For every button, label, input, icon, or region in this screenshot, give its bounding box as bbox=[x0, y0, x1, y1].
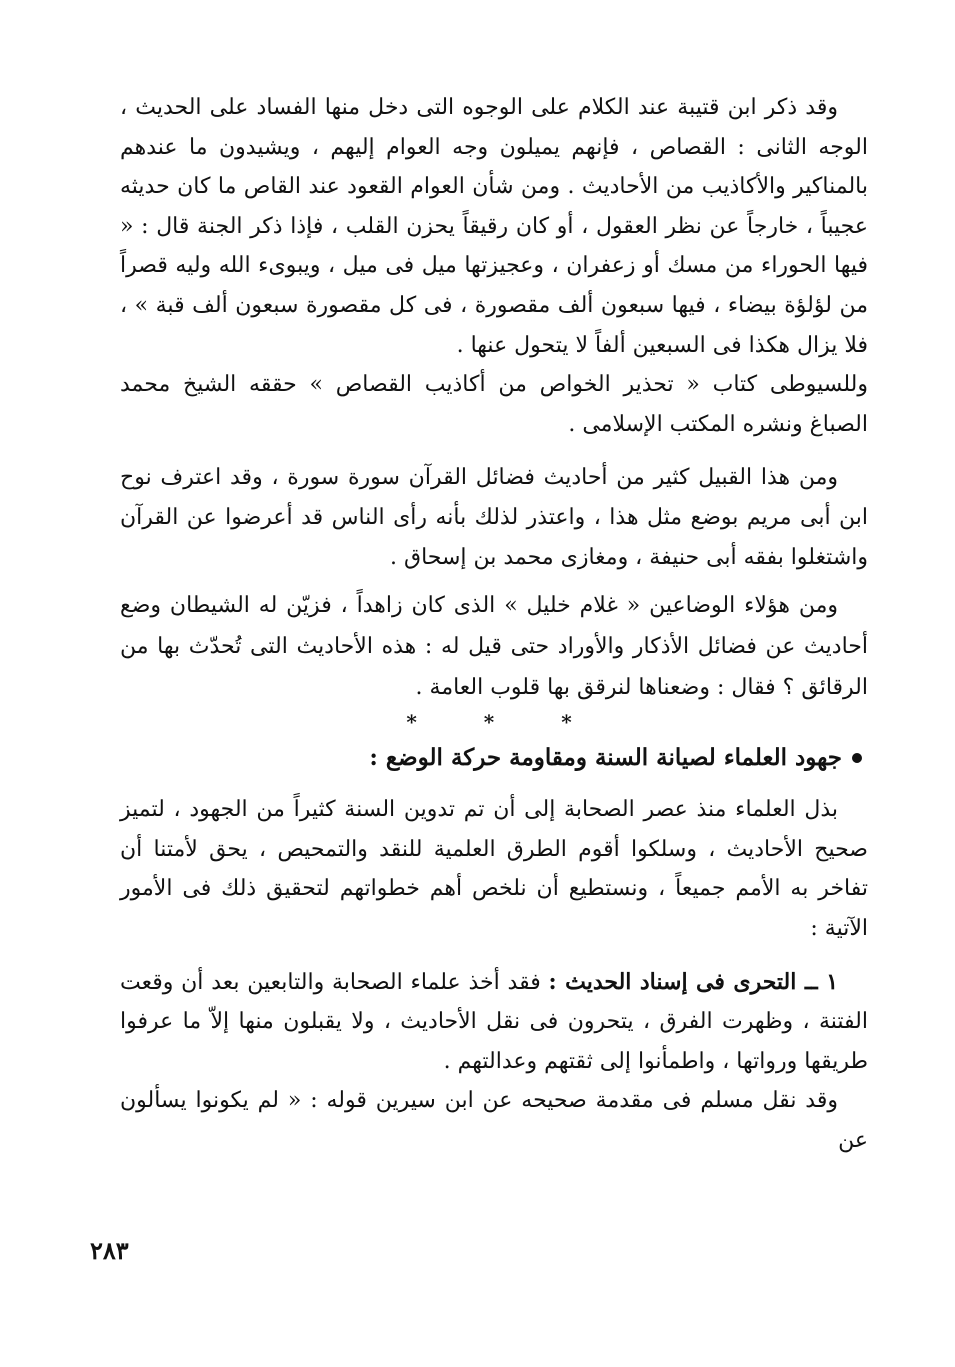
point-body: فقد أخذ علماء الصحابة والتابعين بعد أن وقعت الفتنة ، وظهرت الفرق ، يتحرون فى نقل الأحاديث ، ولا يقبلون منها إلاّ ما عرفوا طريقها ورواتها ، واطمأنوا إلى ثقتهم وعدالتهم . bbox=[120, 969, 868, 1074]
paragraph-quran-virtues: ومن هذا القبيل كثير من أحاديث فضائل القرآن سورة سورة ، وقد اعترف نوح ابن أبى مريم بوضع مثل هذا ، واعتذر لذلك بأنه رأى الناس قد أعرضوا عن القرآن واشتغلوا بفقه أبى حنيفة ، ومغازى محمد بن إسحاق . bbox=[120, 465, 868, 570]
paragraph-suyuti-book: وللسيوطى كتاب « تحذير الخواص من أكاذيب القصاص » حققه الشيخ محمد الصباغ ونشره المكتب الإسلامى . bbox=[120, 372, 868, 437]
section-heading bbox=[120, 738, 868, 778]
page-body bbox=[120, 88, 868, 1160]
paragraph-ibn-qutaybah: وقد ذكر ابن قتيبة عند الكلام على الوجوه التى دخل منها الفساد على الحديث ، الوجه الثانى : القصاص ، فإنهم يميلون وجه العوام إليهم ، ويشيدون ما عندهم بالمناكير والأكاذيب من الأحاديث . ومن شأن العوام القعود عند القاص ما كان حديثه عجيباً ، خارجاً عن نظر العقول ، أو كان رقيقاً يحزن القلب ، فإذا ذكر الجنة قال : « فيها الحوراء من مسك أو زعفران ، وعجيزتها ميل فى ميل ، ويبوىء الله وليه قصراً من لؤلؤة بيضاء ، فيها سبعون ألف مقصورة ، فى كل مقصورة سبعون ألف قبة » ، فلا يزال هكذا فى السبعين ألفاً لا يتحول عنها . bbox=[120, 95, 868, 358]
paragraph-ghulam-khalil: ومن هؤلاء الوضاعين « غلام خليل » الذى كان زاهداً ، فزيّن له الشيطان وضع أحاديث عن فضائل الأذكار والأوراد حتى قيل له : هذه الأحاديث التى تُحدّث بها من الرقائق ؟ فقال : وضعناها لنرقق بها قلوب العامة . bbox=[120, 593, 868, 701]
paragraph-muslim-quote: وقد نقل مسلم فى مقدمة صحيحه عن ابن سيرين قوله : « لم يكونوا يسألون عن bbox=[120, 1088, 868, 1153]
point-title: ١ ــ التحرى فى إسناد الحديث : bbox=[548, 968, 839, 995]
paragraph-scholars-efforts: بذل العلماء منذ عصر الصحابة إلى أن تم تدوين السنة كثيراً من الجهود ، لتميز صحيح الأحاديث ، وسلكوا أقوم الطرق العلمية للنقد والتمحيص ، يحق لأمتنا أن تفاخر به الأمم جميعاً ، ونستطيع أن نلخص أهم خطواتهم لتحقيق ذلك فى الأمور الآتية : bbox=[120, 797, 868, 941]
section-separator: * * * bbox=[406, 710, 602, 735]
paragraph-isnad-point bbox=[120, 963, 868, 1082]
bullet-icon bbox=[852, 753, 862, 763]
page-number: ٢٨٣ bbox=[90, 1236, 129, 1265]
section-heading-text: جهود العلماء لصيانة السنة ومقاومة حركة الوضع : bbox=[369, 744, 842, 772]
